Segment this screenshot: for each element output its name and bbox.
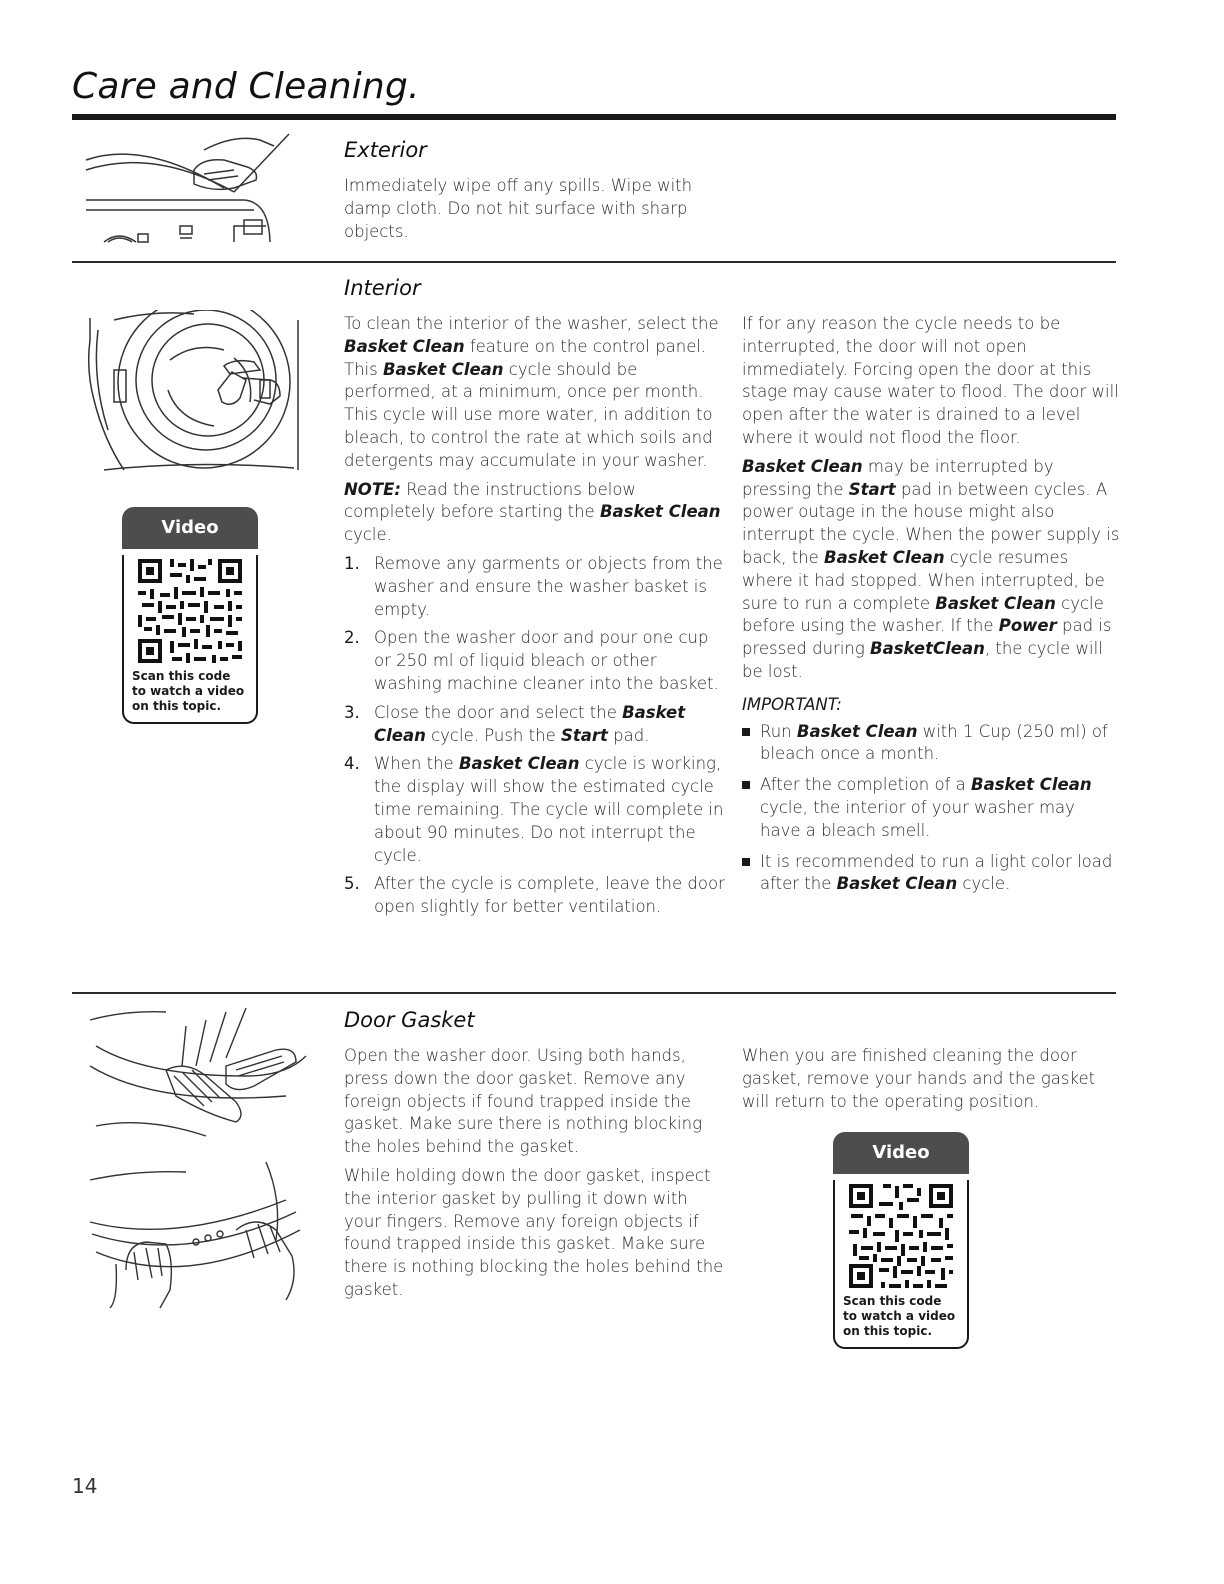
door-gasket-right-paragraph: When you are finished cleaning the door gasket, remove your hands and the gasket will return to the operating position. [742,1046,1096,1111]
emphasis-term: Basket Clean [824,547,945,567]
text-run: It is recommended to run a light color load after the [760,851,1113,894]
step-number: 3. [344,702,360,722]
text-run: After the completion of a [760,775,971,795]
qr-code-icon[interactable] [845,1180,957,1292]
page-number: 14 [72,1474,98,1498]
text-run: cycle. [344,525,392,545]
door-gasket-heading: Door Gasket [344,1008,475,1032]
emphasis-term: Basket Clean [374,702,686,745]
qr-caption-line: Scan this code [843,1294,942,1308]
section-divider [72,261,1116,263]
interior-heading: Interior [344,276,421,300]
title-rule [72,114,1116,120]
text-run: pad in between cycles. A power outage in the house might also interrupt the cycle. When the power supply is back, the [742,479,1120,567]
text-run: feature on the control panel. This [344,336,707,379]
emphasis-term: Basket Clean [344,336,465,356]
qr-caption-line: on this topic. [132,699,222,713]
step-number: 4. [344,754,360,774]
emphasis-term: Basket Clean [796,721,918,741]
text-run: pad is pressed during [742,616,1112,659]
video-header: Video [122,507,258,549]
door-gasket-pull-illustration [86,1160,308,1310]
qr-code-icon[interactable] [134,555,246,667]
qr-caption-line: to watch a video [843,1309,956,1323]
door-gasket-press-illustration [86,1006,308,1146]
step-item [344,553,726,621]
step-item [344,627,726,695]
interior-intro [344,313,726,473]
door-gasket-video-card[interactable] [833,1132,969,1349]
emphasis-term: Basket Clean [935,593,1056,613]
important-label: IMPORTANT: [742,694,842,714]
text-run: cycle. [957,874,1011,894]
emphasis-term: Start [848,479,896,499]
bullet-square-icon [742,858,750,866]
interior-bleach-illustration [84,310,304,480]
emphasis-term: Basket Clean [599,502,721,522]
video-header: Video [833,1132,969,1174]
text-run: cycle before using the washer. If the [742,593,1104,636]
text-run: Run [760,721,797,741]
interior-right-column [742,313,1120,904]
emphasis-term: Basket Clean [742,456,863,476]
text-run: Open the washer door and pour one cup or 250 ml of liquid bleach or other washing machine cleaner into the basket. [374,628,719,693]
interior-steps [344,553,726,919]
text-run: may be interrupted by pressing the [742,456,1054,499]
door-gasket-paragraph: Open the washer door. Using both hands, press down the door gasket. Remove any foreign objects if found trapped inside the gasket. Make sure there is nothing blocking the holes behind the gasket. [344,1046,702,1157]
emphasis-term: BasketClean [870,639,985,659]
text-run: Close the door and select the [374,702,623,722]
text-run: , the cycle will be lost. [742,639,1103,681]
qr-caption-line: Scan this code [132,669,231,683]
qr-caption-line: to watch a video [132,684,245,698]
emphasis-term: Start [560,725,608,745]
important-bullet [742,774,1120,842]
exterior-text: Immediately wipe off any spills. Wipe with damp cloth. Do not hit surface with sharp objects. [344,176,693,241]
emphasis-term: Basket Clean [836,874,958,894]
emphasis-term: Basket Clean [971,775,1092,795]
door-gasket-left-column [344,1045,726,1308]
text-run: cycle resumes where it had stopped. When interrupted, be sure to run a complete [742,547,1105,613]
section-divider [72,992,1116,994]
text-run: cycle. Push the [425,725,561,745]
step-item [344,702,726,748]
text-run: pad. [607,725,650,745]
step-number: 2. [344,628,360,648]
emphasis-term: Power [998,616,1057,636]
interior-video-card[interactable] [122,507,258,724]
interior-left-column [344,313,726,925]
text-run: To clean the interior of the washer, select the [344,314,719,333]
door-gasket-paragraph: While holding down the door gasket, inspect the interior gasket by pulling it down with your fingers. Remove any foreign objects if found trapped inside this gasket. Make sure there is nothing blocking the holes behind the gasket. [344,1165,724,1299]
step-number: 5. [344,874,360,894]
page-title: Care and Cleaning. [72,66,420,107]
bullet-square-icon [742,781,750,789]
text-run: After the cycle is complete, leave the door open slightly for better ventilation. [374,874,725,917]
text-run: When the [374,754,459,774]
exterior-heading: Exterior [344,138,427,162]
important-bullets [742,721,1120,897]
bullet-square-icon [742,728,750,736]
step-number: 1. [344,553,360,573]
important-bullet [742,851,1120,897]
text-run: cycle, the interior of your washer may have a bleach smell. [760,797,1075,840]
qr-caption-line: on this topic. [843,1324,933,1338]
text-run: cycle is working, the display will show the estimated cycle time remaining. The cycle will complete in about 90 minutes. Do not interrupt the cycle. [374,754,724,865]
basket-clean-paragraph [742,456,1120,684]
text-run: with 1 Cup (250 ml) of bleach once a month. [760,721,1108,764]
text-run: cycle should be performed, at a minimum, once per month. This cycle will use more water, in addition to bleach, to control the rate at which soils and detergents may accumulate in your washer. [344,359,713,470]
emphasis-term: NOTE: [344,479,401,499]
interior-note [344,479,726,547]
step-item [344,873,726,919]
text-run: Read the instructions below completely before starting the [344,479,636,522]
important-bullet [742,721,1120,767]
exterior-wipe-illustration [84,130,294,250]
emphasis-term: Basket Clean [382,359,504,379]
interruption-paragraph: If for any reason the cycle needs to be interrupted, the door will not open immediately. Forcing open the door at this stage may cause water to flood. The door will open after the water is drained to a level where it would not flood the floor. [742,314,1119,447]
emphasis-term: Basket Clean [458,754,580,774]
text-run: Remove any garments or objects from the washer and ensure the washer basket is empty. [374,553,723,619]
step-item [344,753,726,867]
